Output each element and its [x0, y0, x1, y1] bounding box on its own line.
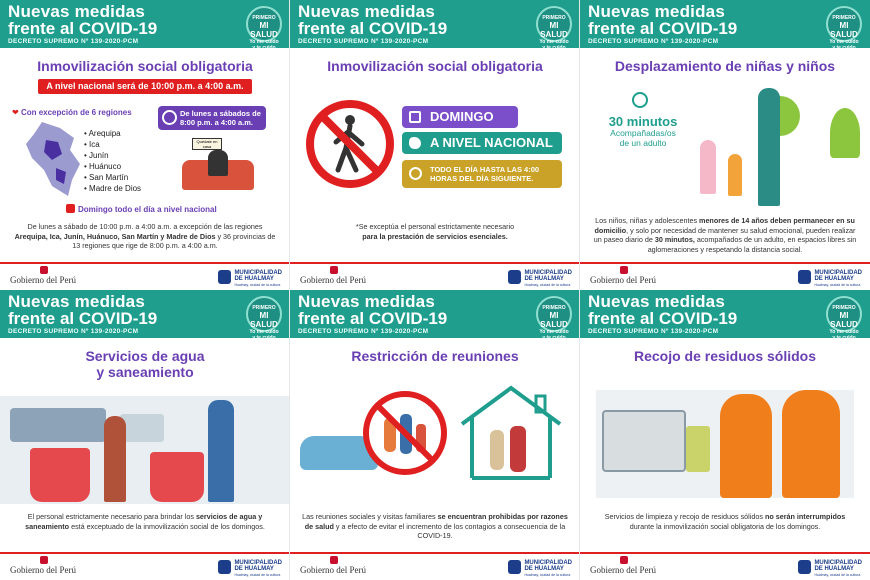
header-line1: Nuevas medidas [298, 292, 435, 311]
peru-coat-of-arms-icon [40, 266, 48, 274]
card-footer [580, 552, 870, 580]
gobierno-peru-logo: Gobierno del Perú [590, 275, 656, 285]
card-restriccion-reuniones [290, 290, 580, 580]
exception-label: ❤ Con excepción de 6 regiones [12, 108, 132, 117]
header-line2: frente al COVID-19 [8, 19, 158, 38]
decree-label: DECRETO SUPREMO Nº 139-2020-PCM [8, 328, 139, 335]
decree-label: DECRETO SUPREMO Nº 139-2020-PCM [8, 38, 139, 45]
card-header [290, 0, 580, 51]
card-title: Recojo de residuos sólidos [633, 348, 817, 364]
card-body-text: Servicios de limpieza y recojo de residuos sólidos no serán interrumpidos durante la inmovilización social obligatoria de los domingos. [604, 512, 846, 531]
municipal-shield-icon [508, 270, 521, 284]
girl-illustration [700, 140, 716, 194]
header-line1: Nuevas medidas [8, 292, 145, 311]
card-header [580, 0, 870, 51]
card-footer [290, 262, 580, 290]
card-body-text: De lunes a sábado de 10:00 p.m. a 4:00 a.m. a excepción de las regiones Arequipa, Ica, Junín, Huánuco, San Martín y Madre de Dios y 36 provincias de 13 regiones que rige de 8:00 p.m. a 4:00 a.m. [14, 222, 276, 250]
domingo-pill: DOMINGO [402, 106, 518, 128]
peru-coat-of-arms-icon [620, 266, 628, 274]
header-line2: frente al COVID-19 [8, 309, 158, 328]
garbage-truck-illustration [602, 410, 686, 472]
header-line1: Nuevas medidas [8, 2, 145, 21]
todo-el-dia-pill: TODO EL DÍA HASTA LAS 4:00 HORAS DEL DÍA SIGUIENTE. [402, 160, 562, 188]
peru-map-icon [409, 137, 421, 149]
card-footer [0, 262, 290, 290]
municipal-shield-icon [798, 560, 811, 574]
card-header [580, 290, 870, 341]
boy-illustration [728, 154, 742, 196]
municipalidad-logo: MUNICIPALIDAD DE HUALMAY Hualmay, ciudad de la cultura [798, 270, 862, 288]
card-agua-saneamiento [0, 290, 290, 580]
waste-scene-illustration [596, 390, 854, 498]
card-footer [290, 552, 580, 580]
peru-coat-of-arms-icon [330, 556, 338, 564]
card-header [0, 290, 290, 341]
calendar-icon [66, 204, 75, 213]
header-line2: frente al COVID-19 [588, 309, 738, 328]
primero-mi-salud-badge: PRIMERO MI SALUD Yo me cuido y te cuido [246, 296, 282, 332]
no-walking-icon [304, 98, 396, 190]
list-item: • San Martín [84, 173, 129, 182]
calendar-icon [409, 111, 421, 123]
header-line2: frente al COVID-19 [298, 19, 448, 38]
gobierno-peru-logo: Gobierno del Perú [300, 275, 366, 285]
list-item: • Ica [84, 140, 100, 149]
card-desplazamiento-ninos [580, 0, 870, 290]
card-inmovilizacion-regiones [0, 0, 290, 290]
heart-icon: ❤ [12, 108, 21, 117]
decree-label: DECRETO SUPREMO Nº 139-2020-PCM [298, 328, 429, 335]
woman-illustration [104, 416, 126, 502]
house-icon [456, 382, 566, 482]
primero-mi-salud-badge: PRIMERO MI SALUD Yo me cuido y te cuido [826, 6, 862, 42]
list-item: • Huánuco [84, 162, 122, 171]
nivel-nacional-pill: A NIVEL NACIONAL [402, 132, 562, 154]
peru-coat-of-arms-icon [620, 556, 628, 564]
card-footer [580, 262, 870, 290]
worker-illustration [720, 394, 772, 498]
peru-coat-of-arms-icon [40, 556, 48, 564]
header-line1: Nuevas medidas [298, 2, 435, 21]
card-header [0, 0, 290, 51]
list-item: • Junín [84, 151, 109, 160]
list-item: • Arequipa [84, 129, 121, 138]
water-truck-illustration [10, 408, 106, 442]
quedate-en-casa-sign: Quédate en casa [192, 138, 222, 150]
municipal-shield-icon [218, 270, 231, 284]
card-body-text: El personal estrictamente necesario para brindar los servicios de agua y saneamiento está exceptuado de la inmovilización social de los domingos. [25, 512, 265, 531]
municipalidad-logo: MUNICIPALIDAD DE HUALMAY Hualmay, ciudad de la cultura [508, 560, 572, 578]
card-title: Desplazamiento de niñas y niños [614, 58, 836, 74]
municipalidad-logo: MUNICIPALIDAD DE HUALMAY Hualmay, ciudad de la cultura [218, 270, 282, 288]
accompanied-label: Acompañadas/os de un adulto [610, 128, 676, 148]
card-title: Restricción de reuniones [351, 348, 519, 364]
card-recojo-residuos [580, 290, 870, 580]
bucket-illustration [30, 448, 90, 502]
municipal-shield-icon [798, 270, 811, 284]
municipalidad-logo: MUNICIPALIDAD DE HUALMAY Hualmay, ciudad de la cultura [218, 560, 282, 578]
header-line2: frente al COVID-19 [588, 19, 738, 38]
gobierno-peru-logo: Gobierno del Perú [590, 565, 656, 575]
card-body-text: Las reuniones sociales y visitas familiares se encuentran prohibidas por razones de salud y a efecto de evitar el incremento de los contagios a consecuencia de la COVID-19. [302, 512, 568, 540]
card-body-text: *Se exceptúa el personal estrictamente necesario para la prestación de servicios esenciales. [355, 222, 515, 241]
primero-mi-salud-badge: PRIMERO MI SALUD Yo me cuido y te cuido [536, 6, 572, 42]
card-title: Inmovilización social obligatoria [327, 58, 543, 74]
card-title: Servicios de agua y saneamiento [85, 348, 205, 380]
municipalidad-logo: MUNICIPALIDAD DE HUALMAY Hualmay, ciudad de la cultura [798, 560, 862, 578]
card-header [290, 290, 580, 341]
municipal-shield-icon [218, 560, 231, 574]
primero-mi-salud-badge: PRIMERO MI SALUD Yo me cuido y te cuido [826, 296, 862, 332]
peru-map-icon [22, 120, 84, 198]
header-line1: Nuevas medidas [588, 292, 725, 311]
truck-cab-illustration [120, 414, 164, 442]
bucket-illustration [150, 452, 204, 502]
primero-mi-salud-badge: PRIMERO MI SALUD Yo me cuido y te cuido [536, 296, 572, 332]
decree-label: DECRETO SUPREMO Nº 139-2020-PCM [298, 38, 429, 45]
municipalidad-logo: MUNICIPALIDAD DE HUALMAY Hualmay, ciudad de la cultura [508, 270, 572, 288]
municipal-shield-icon [508, 560, 521, 574]
person-illustration [208, 150, 228, 176]
header-line2: frente al COVID-19 [298, 309, 448, 328]
card-body-text: Los niños, niñas y adolescentes menores de 14 años deben permanecer en su domicilio, y solo por necesidad de mantener su salud emocional, pueden realizar un paseo diario de 30 minutos, acompañados de un adulto, en espacios libres sin aglomeraciones y respetando la distancia social. [593, 216, 857, 254]
list-item: • Madre de Dios [84, 184, 142, 193]
schedule-pill: De lunes a sábados de 8:00 p.m. a 4:00 a.m. [158, 106, 266, 130]
minutes-label: 30 minutos [608, 114, 678, 129]
card-title: Inmovilización social obligatoria [37, 58, 253, 74]
tree-illustration [830, 108, 860, 158]
mother-illustration [758, 88, 780, 206]
card-footer [0, 552, 290, 580]
clock-icon [632, 92, 648, 108]
gobierno-peru-logo: Gobierno del Perú [10, 565, 76, 575]
decree-label: DECRETO SUPREMO Nº 139-2020-PCM [588, 328, 719, 335]
peru-coat-of-arms-icon [330, 266, 338, 274]
clock-icon [409, 167, 422, 180]
national-hours-banner: A nivel nacional será de 10:00 p.m. a 4:00 a.m. [38, 79, 252, 94]
gobierno-peru-logo: Gobierno del Perú [300, 565, 366, 575]
worker-illustration [208, 400, 234, 502]
worker-illustration [782, 390, 840, 498]
sunday-note: Domingo todo el día a nivel nacional [66, 204, 217, 214]
card-inmovilizacion-domingo [290, 0, 580, 290]
clock-icon [162, 110, 177, 125]
header-line1: Nuevas medidas [588, 2, 725, 21]
primero-mi-salud-badge: PRIMERO MI SALUD Yo me cuido y te cuido [246, 6, 282, 42]
water-scene-illustration [0, 396, 290, 504]
gobierno-peru-logo: Gobierno del Perú [10, 275, 76, 285]
decree-label: DECRETO SUPREMO Nº 139-2020-PCM [588, 38, 719, 45]
truck-cab-illustration [686, 426, 710, 472]
regions-list [84, 128, 141, 194]
no-gathering-icon [360, 388, 450, 478]
